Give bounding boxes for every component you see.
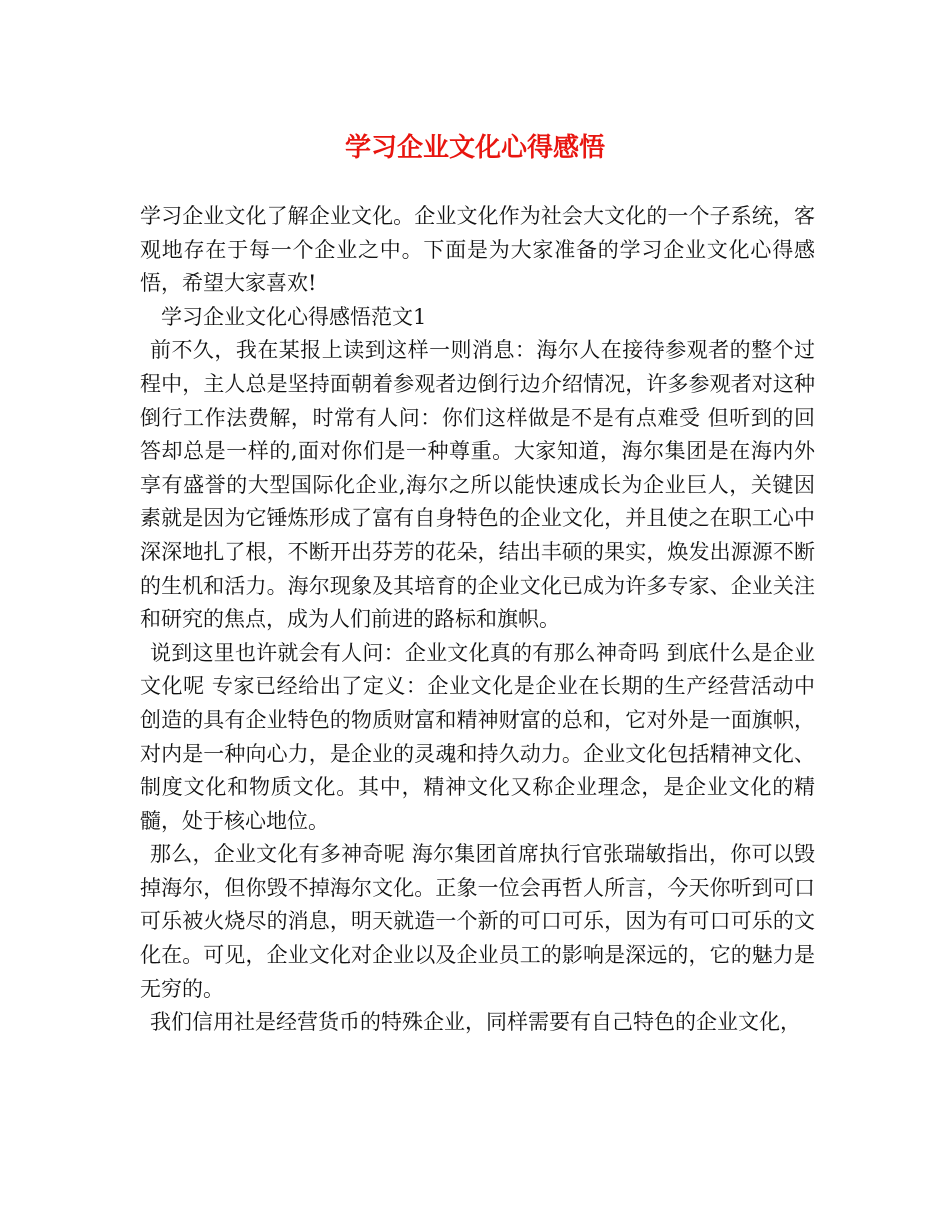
body-paragraph: 前不久，我在某报上读到这样一则消息：海尔人在接待参观者的整个过程中，主人总是坚持面朝着参观者边倒行边介绍情况，许多参观者对这种倒行工作法费解，时常有人问：你们这样做是不是有点难受 但听到的回答却总是一样的,面对你们是一种尊重。大家知道，海尔集团是在海内外享有盛誉的大型国际化企业,海尔之所以能快速成长为企业巨人，关键因素就是因为它锤炼形成了富有自身特色的企业文化，并且使之在职工心中深深地扎了根，不断开出芬芳的花朵，结出丰硕的果实，焕发出源源不断的生机和活力。海尔现象及其培育的企业文化已成为许多专家、企业关注和研究的焦点，成为人们前进的路标和旗帜。 bbox=[140, 338, 815, 632]
document-body bbox=[140, 200, 815, 1040]
intro-paragraph: 学习企业文化了解企业文化。企业文化作为社会大文化的一个子系统，客观地存在于每一个企业之中。下面是为大家准备的学习企业文化心得感悟，希望大家喜欢! bbox=[140, 204, 815, 296]
body-paragraph: 说到这里也许就会有人问：企业文化真的有那么神奇吗 到底什么是企业文化呢 专家已经给出了定义：企业文化是企业在长期的生产经营活动中创造的具有企业特色的物质财富和精神财富的总和，它对外是一面旗帜，对内是一种向心力，是企业的灵魂和持久动力。企业文化包括精神文化、制度文化和物质文化。其中，精神文化又称企业理念，是企业文化的精髓，处于核心地位。 bbox=[140, 640, 815, 833]
section-heading: 学习企业文化心得感悟范文1 bbox=[161, 304, 427, 329]
body-paragraph: 那么，企业文化有多神奇呢 海尔集团首席执行官张瑞敏指出，你可以毁掉海尔，但你毁不掉海尔文化。正象一位会再哲人所言，今天你听到可口可乐被火烧尽的消息，明天就造一个新的可口可乐，因为有可口可乐的文化在。可见，企业文化对企业以及企业员工的影响是深远的，它的魅力是无穷的。 bbox=[140, 842, 815, 1001]
body-paragraph: 我们信用社是经营货币的特殊企业，同样需要有自己特色的企业文化， bbox=[150, 1010, 801, 1035]
document-title: 学习企业文化心得感悟 bbox=[344, 133, 605, 163]
